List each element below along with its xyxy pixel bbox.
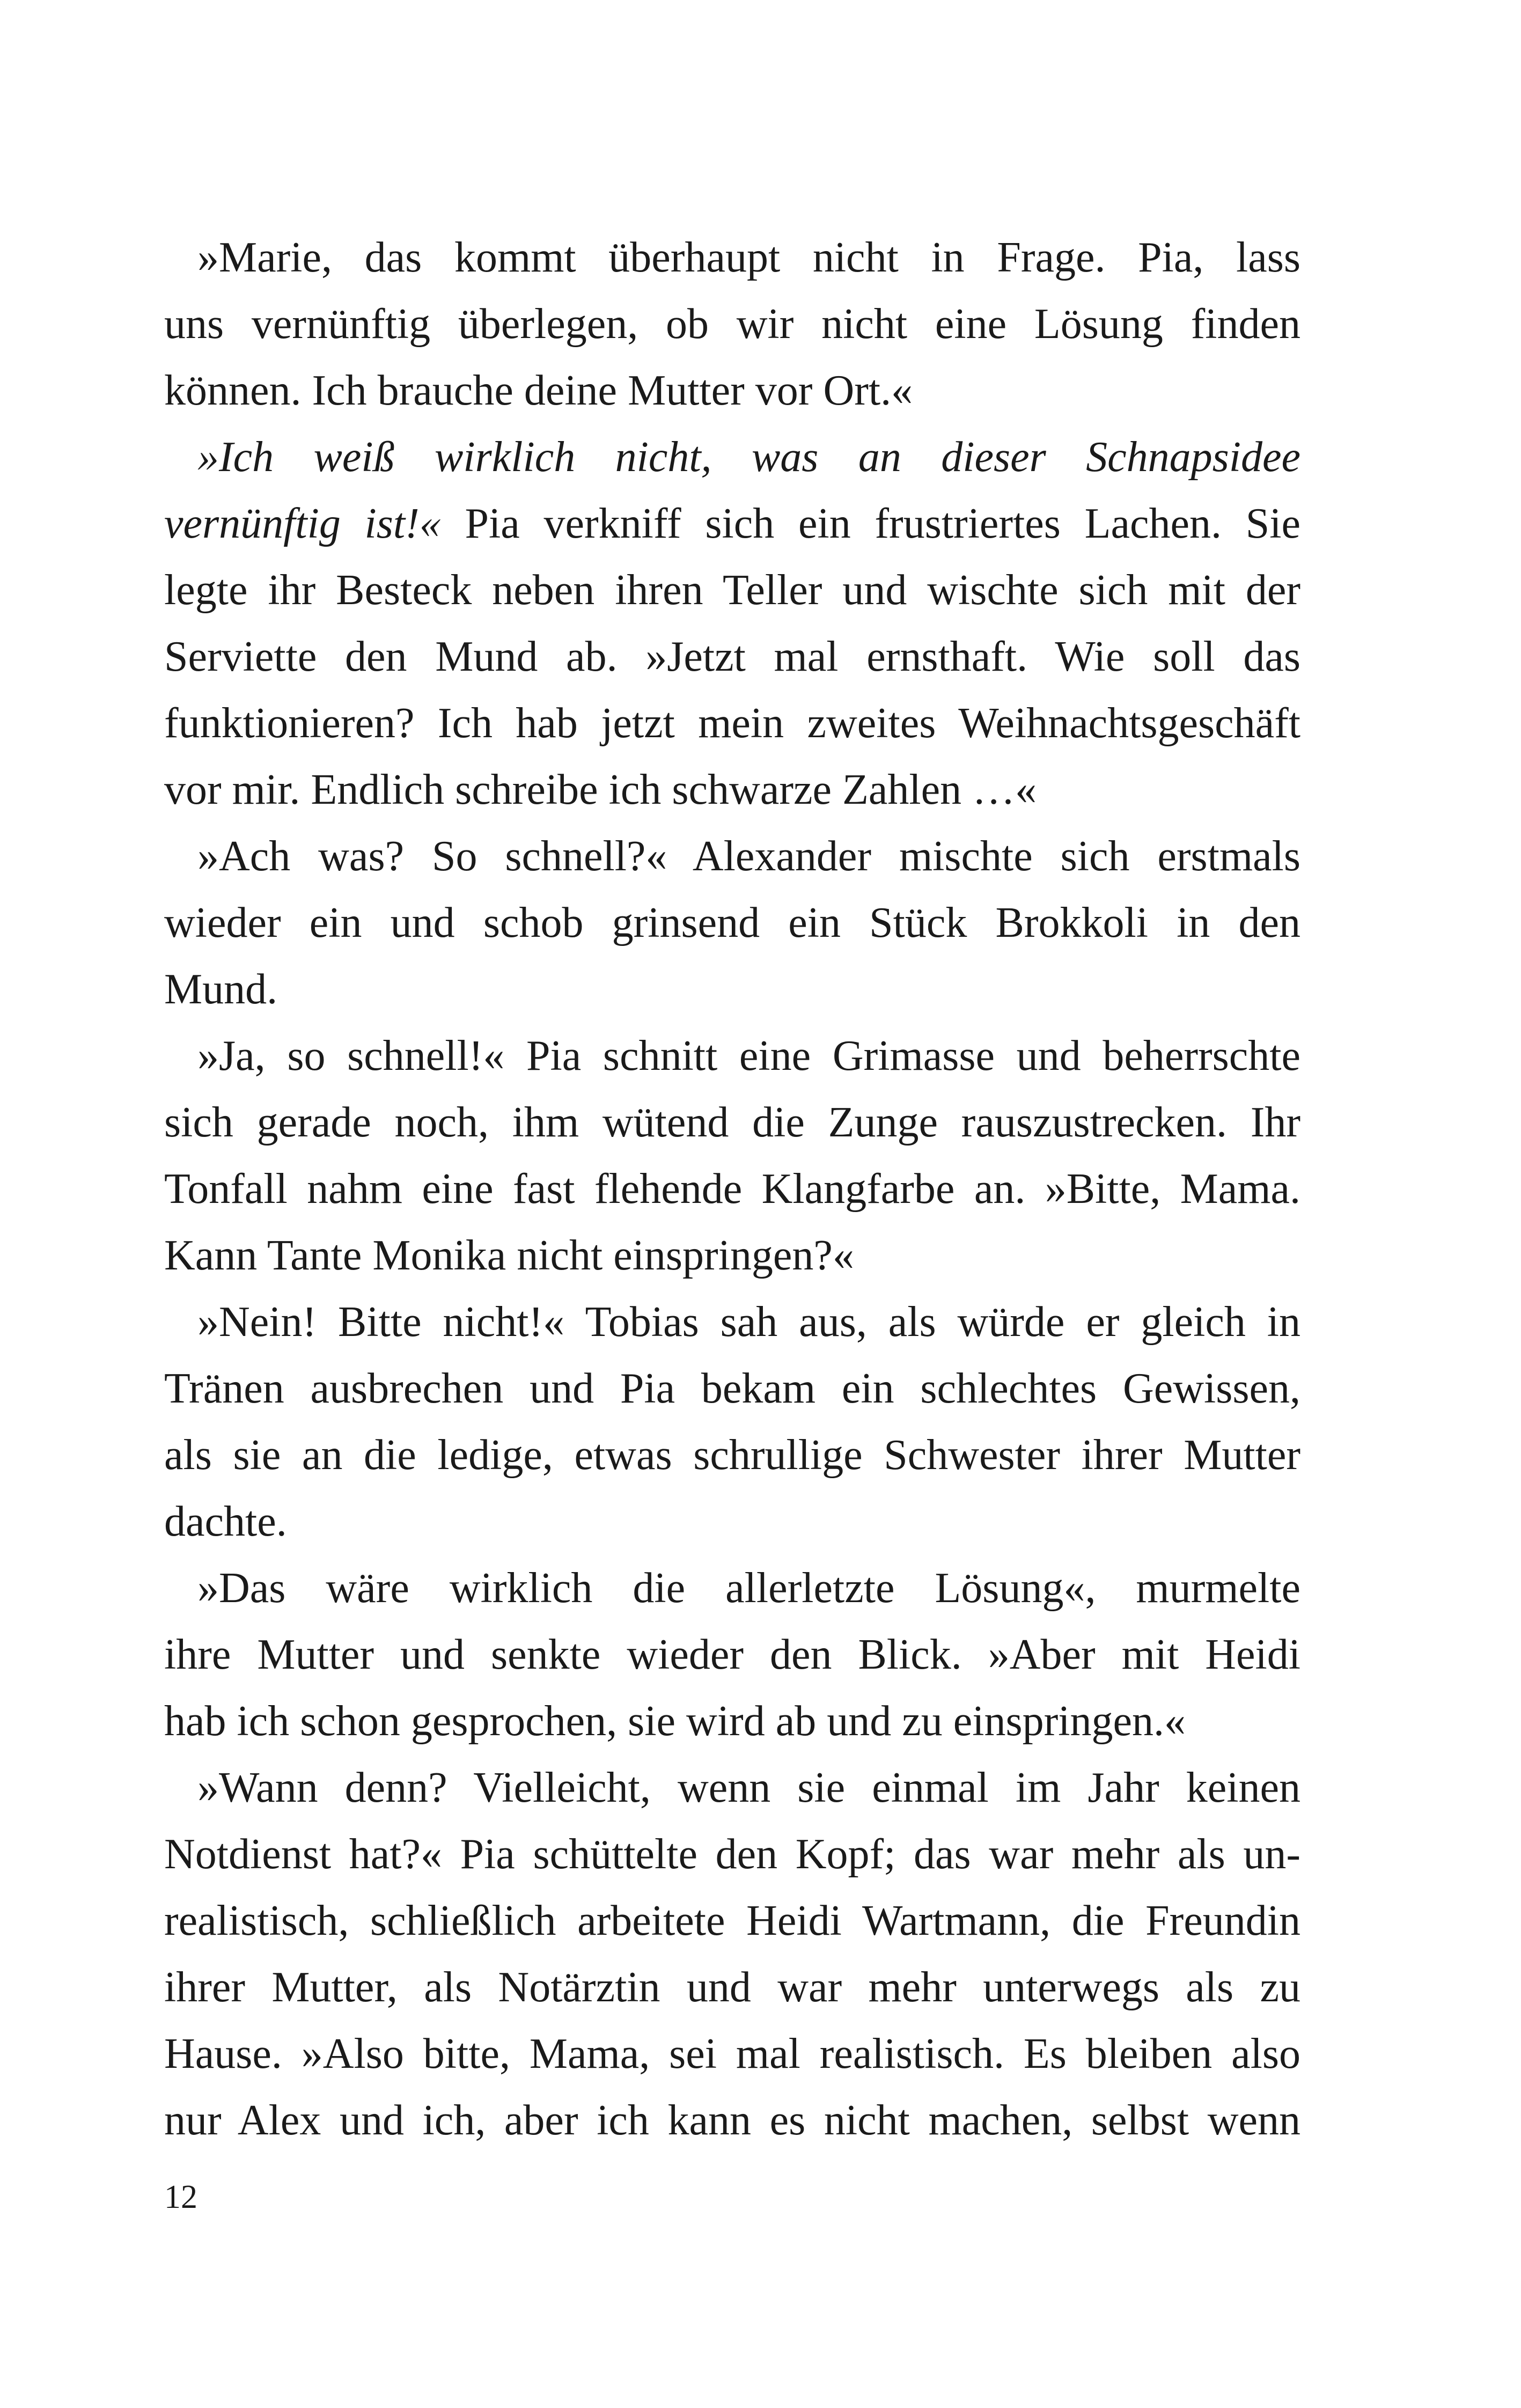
text-line — [164, 1156, 1300, 1222]
text-line — [164, 1355, 1300, 1422]
text-line — [164, 490, 1300, 557]
text-line — [164, 956, 1300, 1023]
text-segment: Mund. — [164, 966, 278, 1013]
text-segment: Tränen ausbrechen und Pia bekam ein schlechtes Gewissen, — [164, 1365, 1300, 1412]
text-segment: »Ach was? So schnell?« Alexander mischte sich erstmals — [197, 833, 1300, 880]
text-segment: realistisch, schließlich arbeitete Heidi Wartmann, die Freundin — [164, 1897, 1300, 1944]
text-segment: wieder ein und schob grinsend ein Stück Brokkoli in den — [164, 899, 1300, 946]
text-segment: Serviette den Mund ab. »Jetzt mal ernsthaft. Wie soll das — [164, 633, 1300, 680]
text-line — [164, 1954, 1300, 2021]
text-segment: als sie an die ledige, etwas schrullige Schwester ihrer Mutter — [164, 1431, 1300, 1479]
text-line — [164, 1222, 1300, 1289]
page-number: 12 — [164, 2179, 197, 2215]
italic-text-segment: vernünftig ist!« — [164, 500, 441, 547]
text-line — [164, 424, 1300, 490]
text-segment: uns vernünftig überlegen, ob wir nicht eine Lösung finden — [164, 300, 1300, 348]
text-line — [164, 224, 1300, 291]
text-segment: Kann Tante Monika nicht einspringen?« — [164, 1232, 854, 1279]
text-segment: »Nein! Bitte nicht!« Tobias sah aus, als würde er gleich in — [197, 1298, 1300, 1346]
text-segment: können. Ich brauche deine Mutter vor Ort.« — [164, 367, 913, 414]
text-segment: funktionieren? Ich hab jetzt mein zweites Weihnachtsgeschäft — [164, 700, 1300, 747]
italic-text-segment: »Ich weiß wirklich nicht, was an dieser Schnapsidee — [197, 434, 1300, 481]
text-line — [164, 1555, 1300, 1621]
text-segment: sich gerade noch, ihm wütend die Zunge rauszustrecken. Ihr — [164, 1099, 1300, 1146]
text-segment: Notdienst hat?« Pia schüttelte den Kopf; das war mehr als un- — [164, 1831, 1300, 1878]
text-segment: Tonfall nahm eine fast flehende Klangfarbe an. »Bitte, Mama. — [164, 1165, 1300, 1213]
text-line — [164, 1821, 1300, 1888]
text-segment: legte ihr Besteck neben ihren Teller und wischte sich mit der — [164, 567, 1300, 614]
text-segment: nur Alex und ich, aber ich kann es nicht machen, selbst wenn — [164, 2097, 1300, 2144]
text-line — [164, 757, 1300, 823]
text-line — [164, 291, 1300, 357]
text-segment: ihrer Mutter, als Notärztin und war mehr unterwegs als zu — [164, 1964, 1300, 2011]
text-line — [164, 823, 1300, 890]
body-text — [164, 224, 1300, 2154]
text-segment: »Ja, so schnell!« Pia schnitt eine Grimasse und beherrschte — [197, 1032, 1300, 1080]
text-line — [164, 1422, 1300, 1488]
text-line — [164, 557, 1300, 623]
text-segment: vor mir. Endlich schreibe ich schwarze Zahlen …« — [164, 766, 1037, 813]
text-line — [164, 1621, 1300, 1688]
text-segment: hab ich schon gesprochen, sie wird ab und zu einspringen.« — [164, 1698, 1186, 1745]
text-line — [164, 690, 1300, 757]
text-line — [164, 1089, 1300, 1156]
text-line — [164, 623, 1300, 690]
text-segment: »Wann denn? Vielleicht, wenn sie einmal im Jahr keinen — [197, 1764, 1300, 1811]
text-line — [164, 2021, 1300, 2087]
text-line — [164, 1488, 1300, 1555]
text-line — [164, 2087, 1300, 2154]
text-line — [164, 357, 1300, 424]
text-segment: ihre Mutter und senkte wieder den Blick. »Aber mit Heidi — [164, 1631, 1300, 1678]
text-line — [164, 1888, 1300, 1954]
text-line — [164, 1688, 1300, 1754]
text-line — [164, 1289, 1300, 1355]
text-segment: »Das wäre wirklich die allerletzte Lösung«, murmelte — [197, 1565, 1300, 1612]
text-segment: Hause. »Also bitte, Mama, sei mal realistisch. Es bleiben also — [164, 2030, 1300, 2077]
text-line — [164, 890, 1300, 956]
text-segment: »Marie, das kommt überhaupt nicht in Frage. Pia, lass — [197, 234, 1300, 281]
text-segment: Pia verkniff sich ein frustriertes Lachen. Sie — [440, 500, 1300, 547]
text-line — [164, 1023, 1300, 1089]
text-line — [164, 1754, 1300, 1821]
text-segment: dachte. — [164, 1498, 287, 1545]
